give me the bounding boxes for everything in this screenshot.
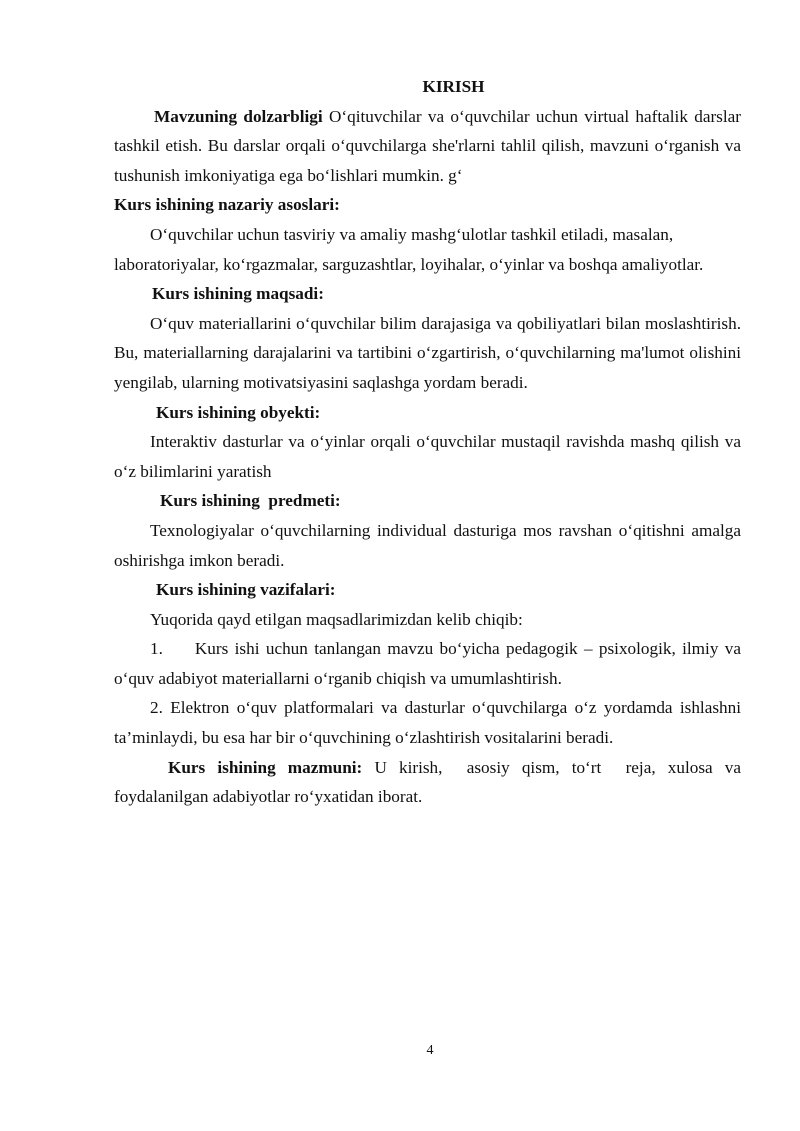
theory-text: O‘quvchilar uchun tasviriy va amaliy mashg‘ulotlar tashkil etiladi, masalan, laboratoriyalar, ko‘rgazmalar, sarguzashtlar, loyihalar, o‘yinlar va boshqa amaliyotlar. [114, 224, 704, 274]
task-item-2: 2. Elektron o‘quv platformalari va dasturlar o‘quvchilarga o‘z yordamda ishlashni ta’minlaydi, bu esa har bir o‘quvchining o‘zlashtirish vositalarini beradi. [114, 698, 741, 748]
page-title: KIRISH [422, 77, 485, 96]
goal-heading: Kurs ishining maqsadi: [152, 284, 324, 304]
subject-text: Texnologiyalar o‘quvchilarning individual dasturiga mos ravshan o‘qitishni amalga oshirishga imkon beradi. [114, 520, 741, 570]
paragraph-contents [114, 753, 746, 812]
paragraph-relevance [114, 102, 741, 191]
task-item-1-number: 1. [150, 639, 163, 659]
tasks-heading: Kurs ishining vazifalari: [156, 580, 336, 600]
relevance-text: O‘qituvchilar va o‘quvchilar uchun virtual haftalik darslar tashkil etish. Bu darslar orqali o‘quvchilarga she'rlarni tahlil qilish, mavzuni o‘rganish va tushunish imkoniyatiga ega bo‘lishlari mumkin. g‘ [114, 106, 741, 185]
relevance-heading: Mavzuning dolzarbligi [154, 106, 323, 126]
theory-heading: Kurs ishining nazariy asoslari: [114, 195, 340, 215]
tasks-intro: Yuqorida qayd etilgan maqsadlarimizdan kelib chiqib: [150, 609, 523, 629]
contents-text: U kirish, asosiy qism, to‘rt reja, xulosa va foydalanilgan adabiyotlar ro‘yxatidan iborat. [114, 757, 746, 807]
object-text: Interaktiv dasturlar va o‘yinlar orqali o‘quvchilar mustaqil ravishda mashq qilish va o‘z bilimlarini yaratish [114, 432, 741, 481]
subject-heading: Kurs ishining predmeti: [160, 491, 341, 511]
task-item-1 [114, 634, 741, 693]
page-number: 4 [426, 1043, 434, 1058]
contents-heading: Kurs ishining mazmuni: [168, 757, 363, 777]
page-content [114, 72, 746, 812]
task-item-1-text: Kurs ishi uchun tanlangan mavzu bo‘yicha pedagogik – psixologik, ilmiy va o‘quv adabiyot materiallarni o‘rganib chiqish va umumlashtirish. [114, 639, 741, 688]
object-heading: Kurs ishining obyekti: [156, 402, 321, 422]
goal-text: O‘quv materiallarini o‘quvchilar bilim darajasiga va qobiliyatlari bilan moslashtirish. Bu, materiallarning darajalarini va tartibini o‘zgartirish, o‘quvchilarning ma'lumot olishini yengilab, ularning motivatsiyasini saqlashga yordam beradi. [114, 313, 741, 392]
